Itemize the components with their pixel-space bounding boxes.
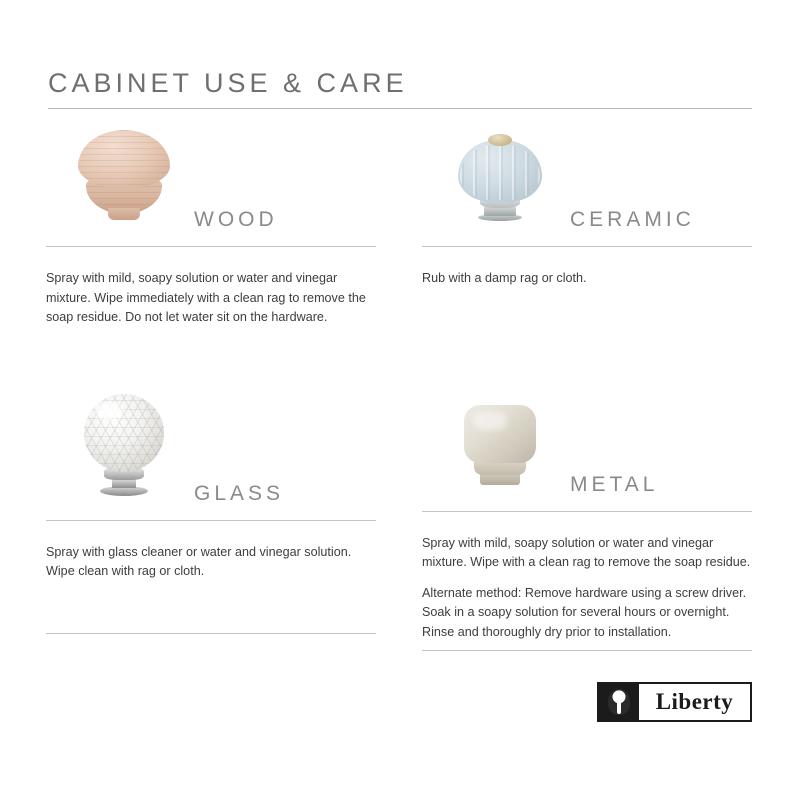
section-divider-wood bbox=[46, 246, 376, 247]
material-label-glass: GLASS bbox=[194, 481, 285, 505]
paragraph: Rub with a damp rag or cloth. bbox=[422, 271, 587, 285]
paragraph: Spray with mild, soapy solution or water and vinegar mixture. Wipe with a clean rag to remove the soap residue. bbox=[422, 535, 751, 570]
bottom-divider-left bbox=[46, 633, 376, 634]
section-divider-metal bbox=[422, 511, 752, 512]
liberty-torch-icon bbox=[599, 684, 639, 720]
wood-knob-illustration bbox=[64, 124, 184, 234]
care-section-glass bbox=[46, 390, 376, 582]
brand-logo bbox=[597, 682, 752, 722]
paragraph: Alternate method: Remove hardware using a screw driver. Soak in a soapy solution for several hours or overnight. Rinse and thoroughly dry prior to installation. bbox=[422, 585, 747, 639]
ceramic-knob-illustration bbox=[440, 124, 560, 234]
material-label-metal: METAL bbox=[570, 472, 659, 496]
glass-knob-illustration bbox=[64, 390, 184, 508]
knob-row bbox=[46, 390, 376, 516]
knob-row bbox=[46, 124, 376, 242]
care-section-wood bbox=[46, 124, 376, 328]
title-divider bbox=[48, 108, 752, 109]
knob-row bbox=[422, 397, 752, 507]
care-section-metal bbox=[422, 397, 752, 643]
material-label-ceramic: CERAMIC bbox=[570, 208, 695, 231]
brand-name: Liberty bbox=[655, 689, 734, 714]
column-left bbox=[46, 124, 376, 582]
care-text-glass bbox=[46, 543, 376, 582]
material-label-wood: WOOD bbox=[194, 208, 278, 231]
paragraph: Spray with glass cleaner or water and vinegar solution. Wipe clean with rag or cloth. bbox=[46, 544, 352, 579]
section-divider-ceramic bbox=[422, 246, 752, 247]
section-divider-glass bbox=[46, 520, 376, 521]
care-text-ceramic bbox=[422, 269, 752, 289]
bottom-divider-right bbox=[422, 650, 752, 651]
care-text-metal bbox=[422, 534, 752, 643]
care-section-ceramic bbox=[422, 124, 752, 289]
care-text-wood bbox=[46, 269, 376, 328]
page-title: CABINET USE & CARE bbox=[48, 68, 408, 98]
column-right bbox=[422, 124, 752, 642]
knob-row bbox=[422, 124, 752, 242]
metal-knob-illustration bbox=[440, 397, 560, 507]
paragraph: Spray with mild, soapy solution or water and vinegar mixture. Wipe immediately with a clean rag to remove the soap residue. Do not let water sit on the hardware. bbox=[46, 271, 366, 325]
